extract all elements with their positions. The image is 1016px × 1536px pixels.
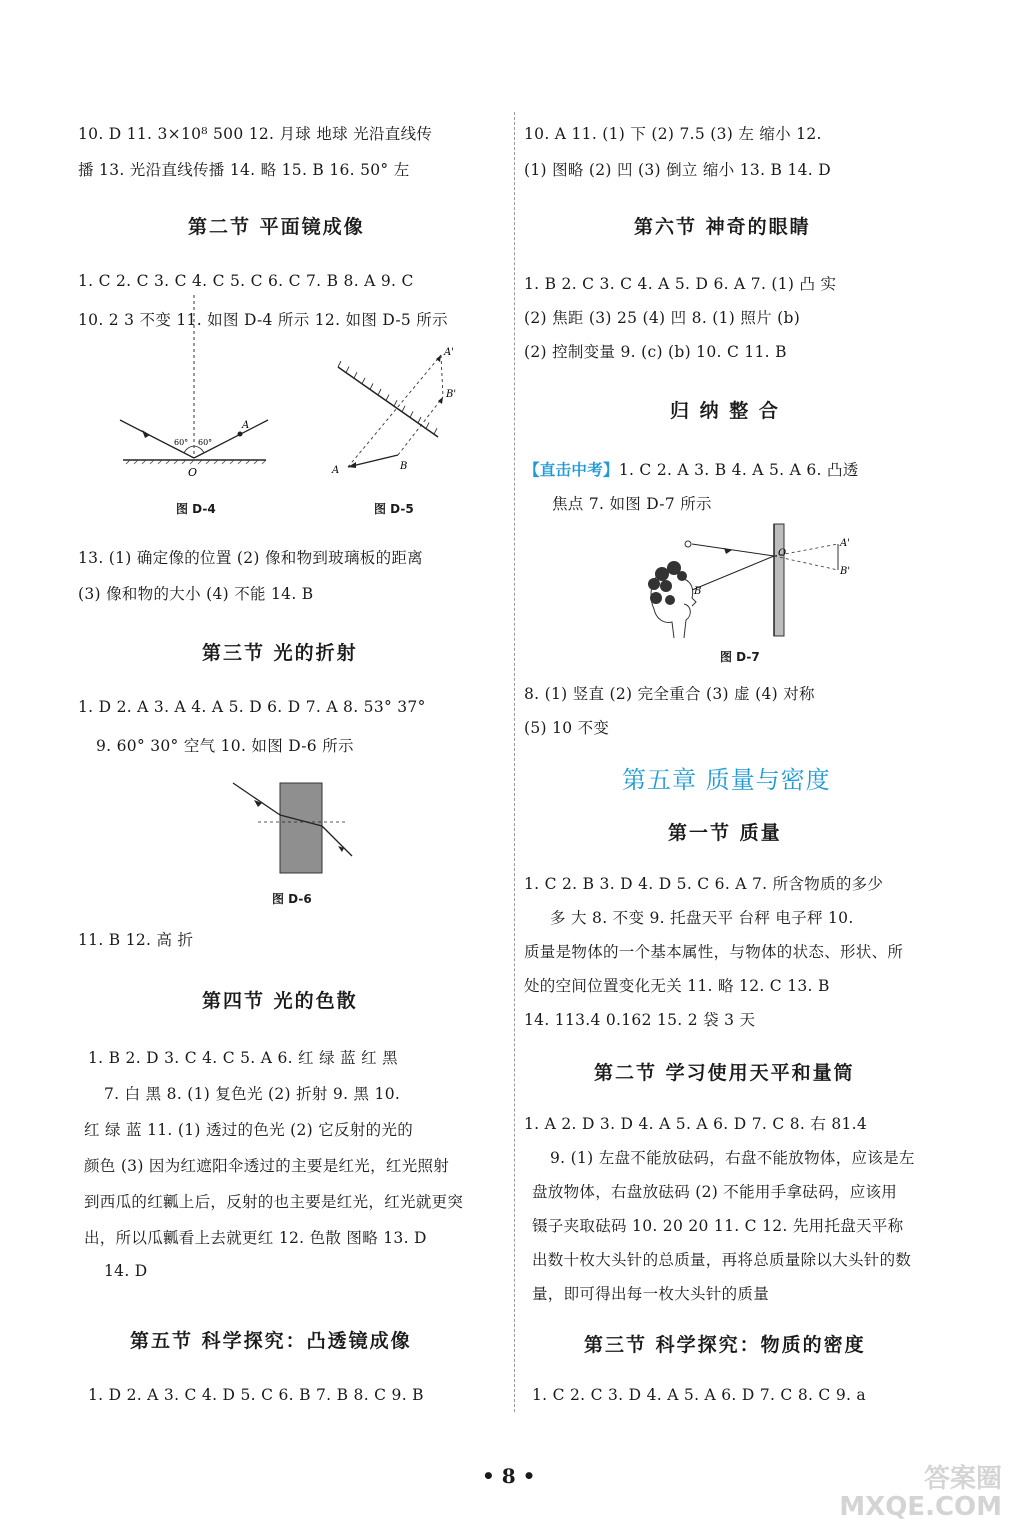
section-heading: 第二节 平面镜成像 [188, 216, 365, 238]
answer-line: 1. C 2. B 3. D 4. D 5. C 6. A 7. 所含物质的多少 [524, 875, 884, 893]
point-label: O [778, 548, 787, 559]
answer-line: 红 绿 蓝 11. (1) 透过的色光 (2) 它反射的光的 [84, 1121, 414, 1139]
answer-line: 出数十枚大头针的总质量，再将总质量除以大头针的数 [532, 1251, 912, 1269]
point-label: B [694, 586, 702, 597]
section-heading: 第三节 光的折射 [202, 642, 358, 664]
answer-line: 出，所以瓜瓤看上去就更红 12. 色散 图略 13. D [84, 1229, 427, 1247]
answer-line: 8. (1) 竖直 (2) 完全重合 (3) 虚 (4) 对称 [524, 685, 815, 703]
answer-line: 10. D 11. 3×10⁸ 500 12. 月球 地球 光沿直线传 [78, 125, 433, 143]
answer-line: 11. B 12. 高 折 [78, 931, 194, 949]
answer-line: 1. C 2. C 3. D 4. A 5. A 6. D 7. C 8. C 9. a [532, 1386, 866, 1404]
answer-line: 1. D 2. A 3. C 4. D 5. C 6. B 7. B 8. C 9. B [88, 1386, 424, 1404]
section-heading: 第一节 质量 [668, 822, 782, 844]
answer-line: 1. B 2. D 3. C 4. C 5. A 6. 红 绿 蓝 红 黑 [88, 1049, 398, 1067]
answer-line: 14. D [104, 1262, 148, 1280]
answer-line [524, 458, 859, 480]
answer-line: 播 13. 光沿直线传播 14. 略 15. B 16. 50° 左 [78, 161, 410, 179]
figure-caption: 图 D-6 [272, 892, 312, 906]
point-label: O [188, 466, 198, 479]
section-heading: 第五节 科学探究：凸透镜成像 [130, 1330, 412, 1352]
point-label: A [332, 465, 340, 476]
section-heading: 第六节 神奇的眼睛 [634, 216, 811, 238]
answer-line: 盘放物体，右盘放砝码 (2) 不能用手拿砝码，应该用 [532, 1183, 898, 1201]
answer-line: 1. A 2. D 3. D 4. A 5. A 6. D 7. C 8. 右 81.4 [524, 1115, 868, 1133]
figure-d4 [118, 290, 278, 490]
point-label: A' [840, 538, 850, 549]
figure-d5 [328, 345, 468, 485]
answer-line: 7. 白 黑 8. (1) 复色光 (2) 折射 9. 黑 10. [104, 1085, 401, 1103]
answer-line: 焦点 7. 如图 D-7 所示 [552, 495, 712, 513]
figure-caption: 图 D-4 [176, 502, 216, 516]
point-label: B' [840, 566, 851, 577]
angle-label: 60° [174, 438, 189, 447]
point-label: A' [444, 347, 454, 358]
figure-caption: 图 D-5 [374, 502, 414, 516]
answer-line: 14. 113.4 0.162 15. 2 袋 3 天 [524, 1011, 756, 1029]
figure-d6 [228, 778, 358, 888]
section-heading: 归 纳 整 合 [670, 400, 780, 422]
page-number: • 8 • [482, 1464, 536, 1488]
answer-line: 10. A 11. (1) 下 (2) 7.5 (3) 左 缩小 12. [524, 125, 822, 143]
answer-line: (3) 像和物的大小 (4) 不能 14. B [78, 585, 314, 603]
answer-line: 1. D 2. A 3. A 4. A 5. D 6. D 7. A 8. 53° 37° [78, 698, 426, 716]
watermark: 答案圈 MXQE.COM [839, 1463, 1002, 1523]
section-heading: 第三节 科学探究：物质的密度 [584, 1334, 866, 1356]
answer-line: 9. 60° 30° 空气 10. 如图 D-6 所示 [96, 737, 354, 755]
answer-line: 13. (1) 确定像的位置 (2) 像和物到玻璃板的距离 [78, 549, 423, 567]
answer-line: 镊子夹取砝码 10. 20 20 11. C 12. 先用托盘天平称 [532, 1217, 904, 1235]
answer-line: (2) 焦距 (3) 25 (4) 凹 8. (1) 照片 (b) [524, 309, 801, 327]
answer-line: 到西瓜的红瓤上后，反射的也主要是红光，红光就更突 [84, 1193, 464, 1211]
answer-line: 1. B 2. C 3. C 4. A 5. D 6. A 7. (1) 凸 实 [524, 275, 837, 293]
answer-line: 量，即可得出每一枚大头针的质量 [532, 1285, 770, 1303]
answer-line: 1. C 2. C 3. C 4. C 5. C 6. C 7. B 8. A 9. C [78, 272, 414, 290]
answer-line: 多 大 8. 不变 9. 托盘天平 台秤 电子秤 10. [550, 909, 854, 927]
point-label: B [400, 461, 408, 472]
answer-line: 处的空间位置变化无关 11. 略 12. C 13. B [524, 977, 830, 995]
answer-line: (5) 10 不变 [524, 719, 610, 737]
answer-line: 9. (1) 左盘不能放砝码，右盘不能放物体，应该是左 [550, 1149, 915, 1167]
answer-line: 颜色 (3) 因为红遮阳伞透过的主要是红光，红光照射 [84, 1157, 450, 1175]
figure-d7 [642, 524, 852, 644]
answer-line: 10. 2 3 不变 11. 如图 D-4 所示 12. 如图 D-5 所示 [78, 311, 448, 329]
section-heading: 第二节 学习使用天平和量筒 [594, 1062, 855, 1084]
figure-caption: 图 D-7 [720, 650, 760, 664]
chapter-title: 第五章 质量与密度 [622, 766, 831, 794]
answer-line: 质量是物体的一个基本属性，与物体的状态、形状、所 [524, 943, 904, 961]
zhongkao-tag: 【直击中考】 [524, 460, 619, 479]
section-heading: 第四节 光的色散 [202, 990, 358, 1012]
point-label: B' [446, 389, 457, 400]
point-label: A [242, 420, 250, 431]
column-divider [514, 112, 515, 1412]
answer-line: (1) 图略 (2) 凹 (3) 倒立 缩小 13. B 14. D [524, 161, 831, 179]
angle-label: 60° [198, 438, 213, 447]
answer-line: (2) 控制变量 9. (c) (b) 10. C 11. B [524, 343, 787, 361]
answer-text: 1. C 2. A 3. B 4. A 5. A 6. 凸透 [618, 461, 859, 479]
